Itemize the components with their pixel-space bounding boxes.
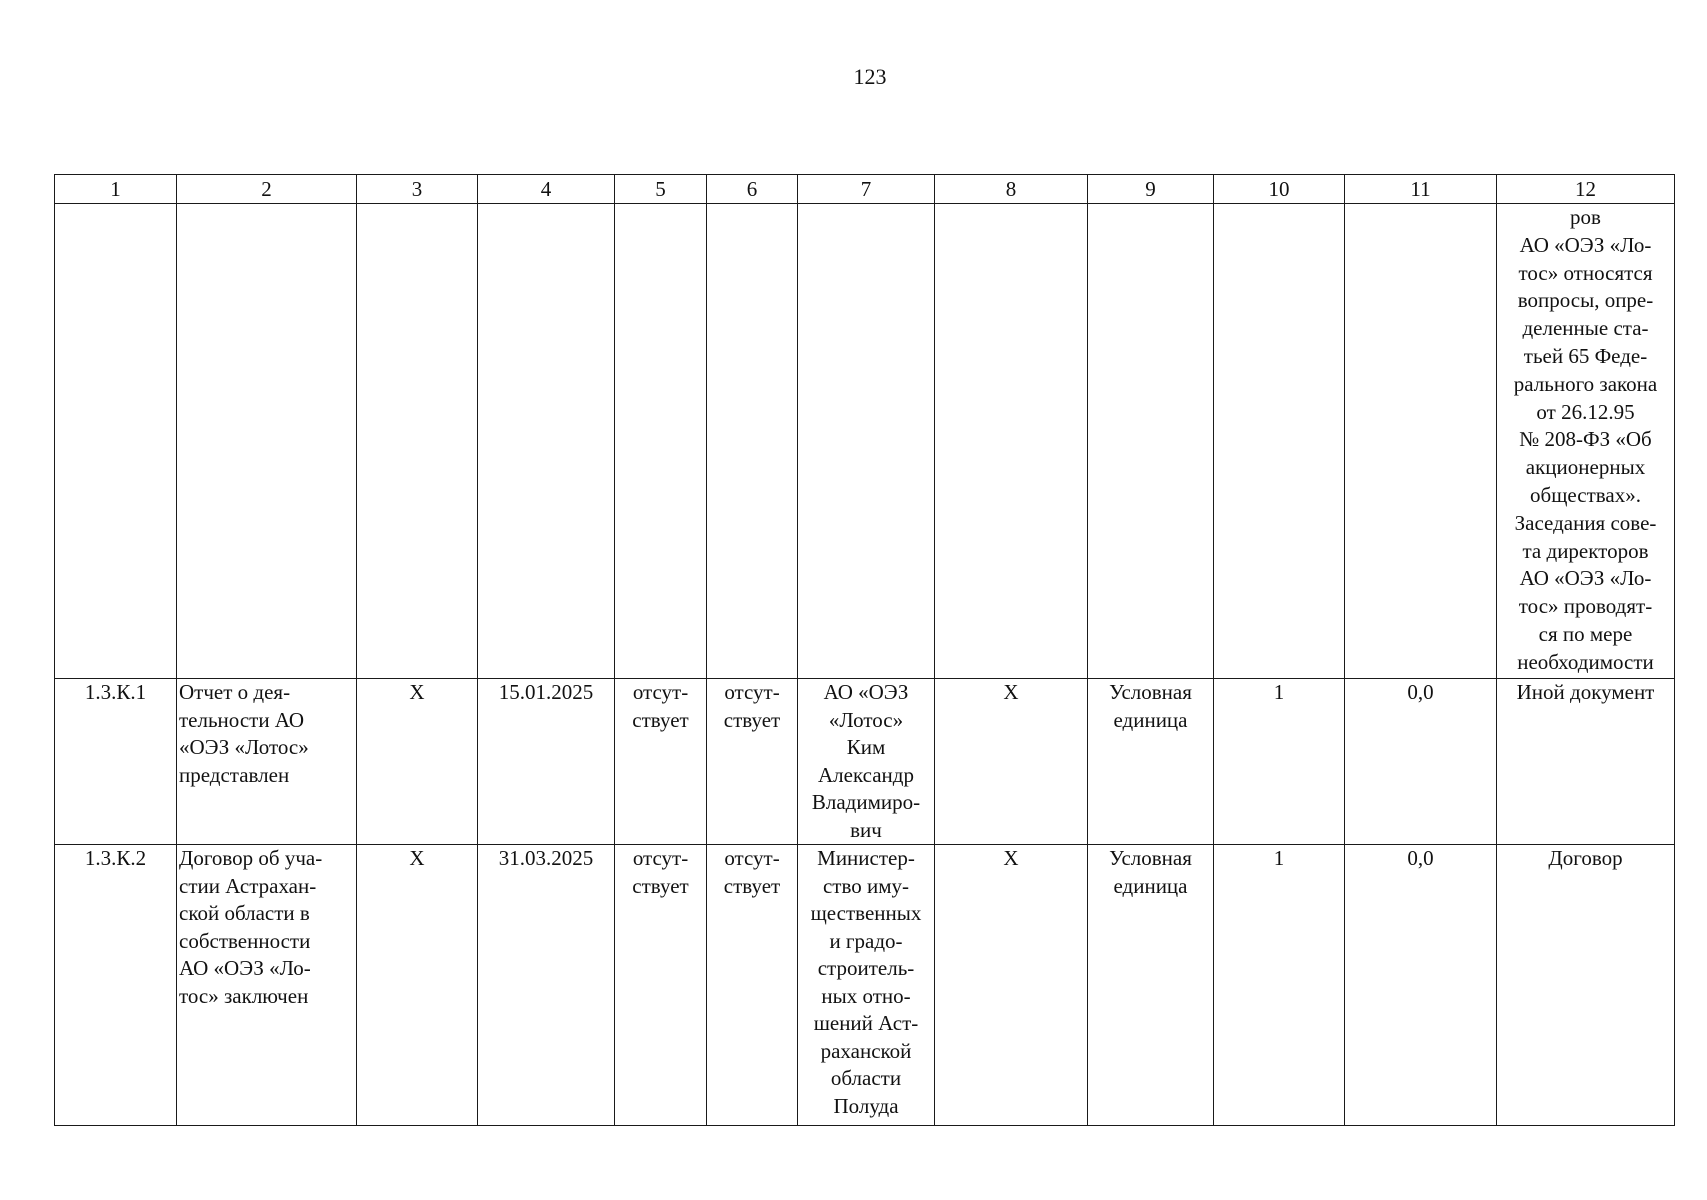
text-line: ствует: [723, 707, 781, 732]
row-col9: [1088, 845, 1214, 1126]
text-line: тос» проводят-: [1518, 594, 1653, 619]
column-number: 2: [177, 175, 357, 204]
text-line: ров: [1570, 205, 1601, 229]
text-line: отсут-: [632, 680, 689, 704]
text-line: ствует: [723, 873, 781, 898]
text-line: тос» относятся: [1518, 260, 1653, 285]
text-line: ся по мере: [1538, 621, 1633, 646]
row-col3: X: [357, 845, 478, 1126]
text-line: Заседания сове-: [1514, 510, 1657, 535]
text-line: щественных: [810, 901, 922, 925]
text-line: и градо-: [829, 928, 903, 953]
column-number: 5: [615, 175, 707, 204]
text-line: отсут-: [632, 846, 689, 870]
text-line: рального закона: [1513, 371, 1658, 396]
row-col12: Договор: [1497, 845, 1675, 1126]
text-line: Условная: [1109, 680, 1192, 704]
row-col11: 0,0: [1345, 679, 1497, 845]
empty-cell: [707, 204, 798, 679]
text-line: обществах».: [1530, 482, 1641, 507]
column-number: 10: [1214, 175, 1345, 204]
row-col6: [707, 679, 798, 845]
text-line: необходимости: [1517, 649, 1654, 674]
text-line: раханской: [820, 1038, 912, 1063]
row-col7: [798, 845, 935, 1126]
text-line: ство иму-: [822, 873, 910, 898]
column-number-row: [55, 175, 1675, 204]
text-line: Отчет о дея-: [179, 680, 291, 704]
text-line: деленные ста-: [1522, 316, 1649, 341]
empty-cell: [478, 204, 615, 679]
text-line: собственности: [179, 928, 311, 953]
column-number: 11: [1345, 175, 1497, 204]
text-line: ствует: [632, 707, 689, 732]
text-line: «Лотос»: [828, 707, 904, 732]
row-name: [177, 845, 357, 1126]
row-col6: [707, 845, 798, 1126]
text-line: единица: [1113, 873, 1188, 898]
text-line: Министер-: [817, 846, 915, 870]
row-date: 15.01.2025: [478, 679, 615, 845]
text-line: АО «ОЭЗ: [823, 680, 909, 704]
text-line: от 26.12.95: [1536, 399, 1635, 424]
row-col9: [1088, 679, 1214, 845]
text-line: строитель-: [817, 956, 915, 980]
row-col7: [798, 679, 935, 845]
table-row: [55, 679, 1675, 845]
empty-cell: [55, 204, 177, 679]
row-col8: X: [935, 845, 1088, 1126]
page-number: 123: [853, 64, 887, 89]
empty-cell: [1088, 204, 1214, 679]
column-number: 4: [478, 175, 615, 204]
text-line: стии Астрахан-: [179, 873, 317, 898]
text-line: Условная: [1109, 846, 1192, 870]
text-line: представлен: [179, 762, 290, 787]
text-line: «ОЭЗ «Лотос»: [179, 735, 309, 759]
text-line: вич: [850, 817, 882, 842]
empty-cell: [177, 204, 357, 679]
text-line: шений Аст-: [813, 1011, 919, 1035]
text-line: та директоров: [1522, 538, 1649, 563]
row-col11: 0,0: [1345, 845, 1497, 1126]
row-date: 31.03.2025: [478, 845, 615, 1126]
continuation-row: [55, 204, 1675, 679]
empty-cell: [798, 204, 935, 679]
text-line: Договор об уча-: [179, 846, 323, 870]
column-number: 7: [798, 175, 935, 204]
empty-cell: [935, 204, 1088, 679]
row-col3: X: [357, 679, 478, 845]
text-line: отсут-: [724, 680, 780, 704]
row-col5: [615, 679, 707, 845]
continued-note-cell: [1497, 204, 1675, 679]
row-col10: 1: [1214, 679, 1345, 845]
table-row: [55, 845, 1675, 1126]
text-line: АО «ОЭЗ «Ло-: [1519, 232, 1652, 257]
column-number: 12: [1497, 175, 1675, 204]
text-line: области: [830, 1066, 902, 1090]
row-code: 1.3.К.2: [55, 845, 177, 1126]
column-number: 3: [357, 175, 478, 204]
text-line: единица: [1113, 707, 1188, 732]
empty-cell: [357, 204, 478, 679]
empty-cell: [615, 204, 707, 679]
registry-table: [54, 174, 1675, 1126]
text-line: ствует: [632, 873, 689, 898]
text-line: Владимиро-: [811, 790, 921, 814]
text-line: № 208-ФЗ «Об: [1519, 427, 1652, 452]
column-number: 8: [935, 175, 1088, 204]
column-number: 6: [707, 175, 798, 204]
text-line: вопросы, опре-: [1517, 288, 1654, 313]
empty-cell: [1214, 204, 1345, 679]
row-name: [177, 679, 357, 845]
text-line: тельности АО: [179, 707, 305, 732]
empty-cell: [1345, 204, 1497, 679]
row-col12: Иной документ: [1497, 679, 1675, 845]
text-line: Ким: [846, 735, 886, 759]
column-number: 9: [1088, 175, 1214, 204]
text-line: тос» заключен: [179, 983, 309, 1008]
text-line: ных отно-: [821, 983, 911, 1008]
text-line: АО «ОЭЗ «Ло-: [179, 956, 311, 980]
row-code: 1.3.К.1: [55, 679, 177, 845]
text-line: АО «ОЭЗ «Ло-: [1519, 566, 1652, 591]
column-number: 1: [55, 175, 177, 204]
text-line: Александр: [818, 762, 914, 787]
text-line: Полуда: [833, 1093, 899, 1118]
text-line: тьей 65 Феде-: [1523, 343, 1648, 368]
text-line: акционерных: [1525, 455, 1646, 480]
text-line: отсут-: [724, 846, 780, 870]
row-col5: [615, 845, 707, 1126]
row-col8: X: [935, 679, 1088, 845]
text-line: ской области в: [179, 901, 310, 925]
row-col10: 1: [1214, 845, 1345, 1126]
